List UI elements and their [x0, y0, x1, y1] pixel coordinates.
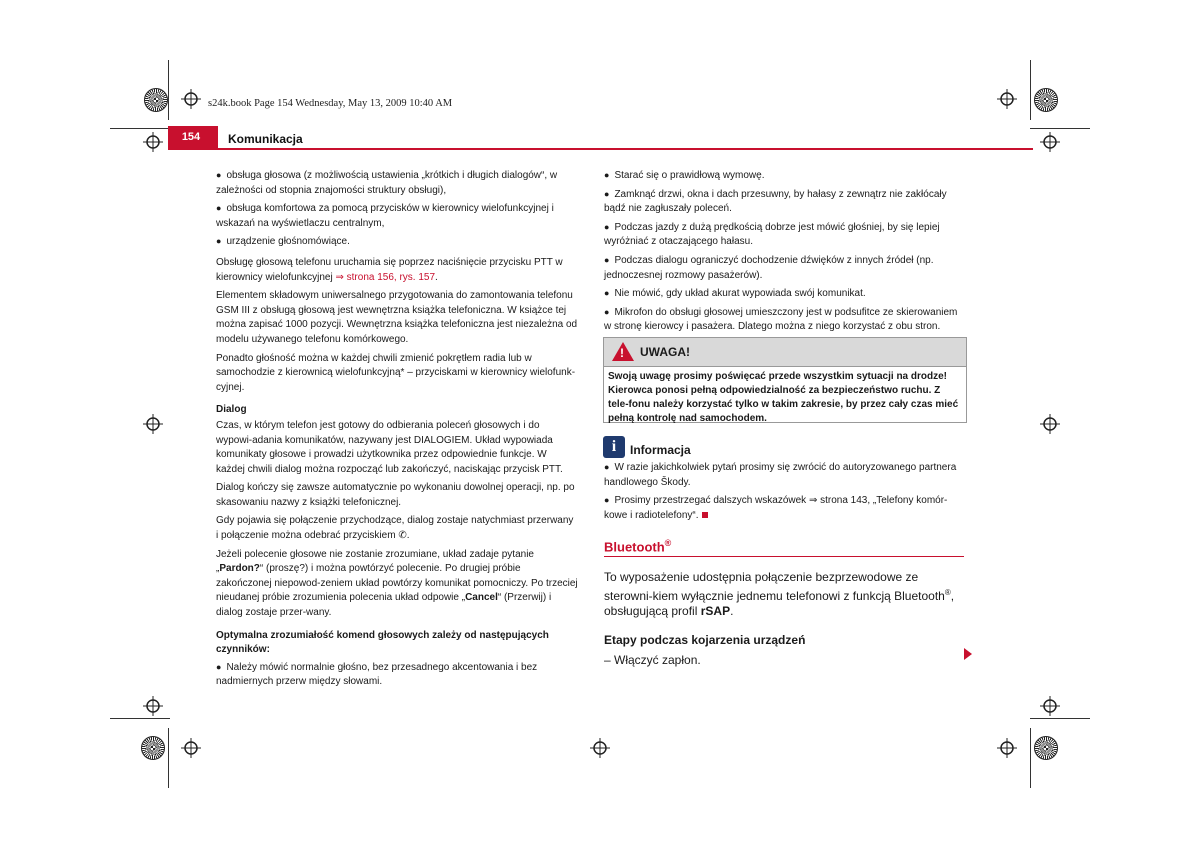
page-reference-link[interactable]: ⇒ strona 156, rys. 157	[335, 271, 436, 283]
list-item: ● W razie jakichkolwiek pytań prosimy się zwrócić do autoryzowanego partnera handlowego Škody.	[604, 462, 957, 488]
list-item: ● Należy mówić normalnie głośno, bez przesadnego akcentowania i bez nadmiernych przerw między słowami.	[216, 661, 538, 688]
crosshair-icon	[997, 89, 1017, 109]
list-item: ● obsługa głosowa (z możliwością ustawienia „krótkich i długich dialogów“, w zależności od stopnia znajomości struktury obsługi),	[216, 170, 558, 196]
crop-mark	[168, 60, 169, 120]
paragraph-gsm: Elementem składowym uniwersalnego przygotowania do zamontowania telefonu GSM III z obsługą głosową jest wewnętrzna książka telefoniczna. W książce tej można zapisać 1000 pozycji. Wewnętrzna książka telefoniczna jest niezależna od modelu używanego telefonu komórkowego.	[216, 290, 578, 345]
list-item: ● Starać się o prawidłową wymowę.	[604, 170, 765, 181]
continue-arrow-icon	[964, 648, 972, 660]
bullet-icon: ●	[216, 661, 222, 672]
crosshair-icon	[997, 738, 1017, 758]
bullet-icon: ●	[604, 306, 610, 317]
list-item: ● urządzenie głośnomówiące.	[216, 236, 350, 248]
left-column	[216, 168, 578, 693]
list-item: ● Nie mówić, gdy układ akurat wypowiada swój komunikat.	[604, 288, 866, 300]
warning-title: UWAGA!	[640, 345, 690, 359]
optimal-heading: Optymalna zrozumiałość komend głosowych zależy od następujących czynników:	[216, 629, 549, 656]
crosshair-icon	[143, 414, 163, 434]
crop-mark	[1030, 60, 1031, 120]
list-item: ● Mikrofon do obsługi głosowej umieszczony jest w podsufitce ze skierowaniem w stronę kierowcy i pasażera. Dlatego można z niego korzystać z obu stron.	[604, 306, 958, 333]
info-icon: i	[603, 436, 625, 458]
bullet-icon: ●	[216, 203, 222, 214]
warning-box	[603, 337, 967, 423]
dialog-paragraph: Czas, w którym telefon jest gotowy do odbierania poleceń głosowych i do wypowi-adania komunikatów, nazywany jest DIALOGIEM. Układ wypowiada komunikaty głosowe i prowadzi użytkownika przez odpowiednie funkcje. W każdej chwili dialog można rozpocząć lub zakończyć, naciskając przycisk PTT.	[216, 419, 563, 475]
section-title: Komunikacja	[228, 132, 303, 146]
crop-mark	[1030, 128, 1090, 129]
print-slug: s24k.book Page 154 Wednesday, May 13, 2009 10:40 AM	[208, 98, 453, 109]
crosshair-icon	[143, 696, 163, 716]
phone-icon: ✆.	[398, 530, 410, 542]
bullet-icon: ●	[216, 170, 222, 180]
list-item: ● Podczas dialogu ograniczyć dochodzenie dźwięków z innych źródeł (np. jednoczesnej rozmowy pasażerów).	[604, 254, 934, 281]
registration-sunburst-icon	[1034, 88, 1058, 112]
dialog-heading: Dialog	[216, 404, 247, 416]
crosshair-icon	[1040, 414, 1060, 434]
dialog-paragraph: Jeżeli polecenie głosowe nie zostanie zrozumiane, układ zadaje pytanie „Pardon?“ (proszę?) i można powtórzyć polecenie. Po drugiej próbie zakończonej niepowod-zeniem układ powtórzy komunikat pomocniczy. Po trzeciej nieudanej próbie zrozumienia polecenia układ odpowie „Cancel“ (Przerwij) i dialog zostaje przer-wany.	[216, 548, 578, 619]
registration-sunburst-icon	[144, 88, 168, 112]
crosshair-icon	[1040, 132, 1060, 152]
crop-mark	[110, 718, 170, 719]
crop-mark	[1030, 718, 1090, 719]
list-item: ● Prosimy przestrzegać dalszych wskazówek ⇒ strona 143, „Telefony komór-kowe i radiotelefony“.	[604, 495, 948, 521]
info-title: Informacja	[630, 443, 691, 457]
registration-sunburst-icon	[141, 736, 165, 760]
bullet-icon: ●	[604, 495, 610, 506]
paragraph-ptt: Obsługę głosową telefonu uruchamia się poprzez naciśnięcie przycisku PTT w kierownicy wielofunkcyjnej ⇒ strona 156, rys. 157.	[216, 256, 563, 283]
list-item: ● Podczas jazdy z dużą prędkością dobrze jest mówić głośniej, by się lepiej wyróżniać z otaczającego hałasu.	[604, 221, 940, 248]
bluetooth-rule	[604, 556, 964, 557]
crop-mark	[168, 728, 169, 788]
bluetooth-intro: To wyposażenie udostępnia połączenie bezprzewodowe ze sterowni-kiem wyłącznie jednemu telefonowi z funkcją Bluetooth®, obsługującą profil rSAP.	[604, 570, 955, 618]
list-item: ● Zamknąć drzwi, okna i dach przesuwny, by hałasy z zewnątrz nie zakłócały bądź nie zagłuszały poleceń.	[604, 188, 947, 215]
bullet-icon: ●	[216, 236, 222, 247]
crosshair-icon	[1040, 696, 1060, 716]
dialog-paragraph: Dialog kończy się zawsze automatycznie po wykonaniu dowolnej operacji, np. po skasowaniu nazwy z książki telefonicznej.	[216, 482, 575, 508]
warning-header	[604, 338, 966, 367]
list-item: ● obsługa komfortowa za pomocą przycisków w kierownicy wielofunkcyjnej i wskazań na wyświetlaczu centralnym,	[216, 203, 554, 229]
bullet-icon: ●	[604, 288, 610, 299]
crosshair-icon	[181, 738, 201, 758]
page-number: 154	[181, 131, 201, 143]
header-rule	[218, 148, 1033, 150]
bluetooth-heading: Bluetooth®	[604, 538, 672, 555]
pairing-step: – Włączyć zapłon.	[604, 653, 701, 667]
registration-sunburst-icon	[1034, 736, 1058, 760]
bluetooth-body	[604, 570, 966, 668]
bullet-icon: ●	[604, 221, 610, 232]
bullet-icon: ●	[604, 188, 610, 199]
crosshair-icon	[143, 132, 163, 152]
crosshair-icon	[590, 738, 610, 758]
bullet-icon: ●	[604, 170, 610, 180]
bullet-icon: ●	[604, 462, 610, 472]
bullet-icon: ●	[604, 254, 610, 265]
right-column	[604, 168, 966, 338]
warning-text: Swoją uwagę prosimy poświęcać przede wszystkim sytuacji na drodze! Kierowca ponosi pełną odpowiedzialność za bezpieczeństwo ruchu. Z tele-fonu należy korzystać tylko w takim zakresie, by przez cały czas mieć pełną kontrolę nad samochodem.	[608, 371, 959, 424]
crosshair-icon	[181, 89, 201, 109]
warning-exclamation: !	[620, 346, 624, 360]
section-end-icon	[702, 512, 708, 518]
paragraph-volume: Ponadto głośność można w każdej chwili zmienić pokrętłem radia lub w samochodzie z kierownicą wielofunkcyjną* – przyciskami w kierownicy wielofunk-cyjnej.	[216, 352, 576, 393]
crop-mark	[1030, 728, 1031, 788]
pairing-steps-heading: Etapy podczas kojarzenia urządzeń	[604, 633, 806, 647]
dialog-paragraph: Gdy pojawia się połączenie przychodzące, dialog zostaje natychmiast przerwany i połączenie można odebrać przyciskiem ✆.	[216, 515, 574, 542]
info-text	[604, 460, 966, 526]
crop-mark	[110, 128, 170, 129]
